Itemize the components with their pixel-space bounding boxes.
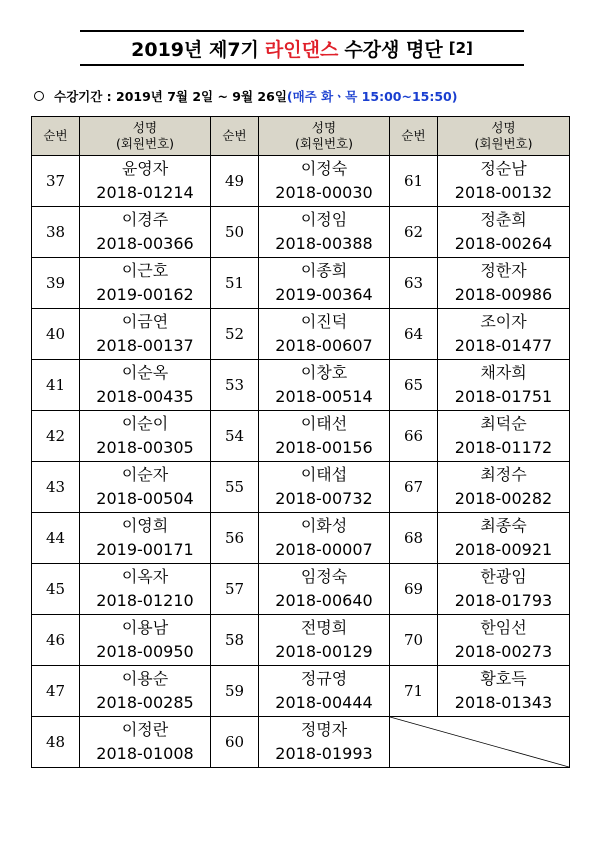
member-name: 한광임 <box>480 567 527 586</box>
member-cell <box>259 411 390 462</box>
member-number: 67 <box>390 462 438 513</box>
member-name: 정순남 <box>480 159 527 178</box>
empty-cell <box>390 717 570 768</box>
member-id: 2018-00285 <box>96 693 194 712</box>
member-id: 2018-00640 <box>275 591 373 610</box>
document-title <box>80 30 524 66</box>
table-row <box>32 156 570 207</box>
member-id: 2018-00366 <box>96 234 194 253</box>
member-id: 2019-00364 <box>275 285 373 304</box>
member-id: 2018-00156 <box>275 438 373 457</box>
header-no: 순번 <box>211 117 259 156</box>
member-name: 이순이 <box>121 414 169 433</box>
member-number: 52 <box>211 309 259 360</box>
member-id: 2018-00305 <box>96 438 194 457</box>
member-number: 65 <box>390 360 438 411</box>
member-id: 2018-00132 <box>454 183 553 202</box>
member-number: 46 <box>32 615 80 666</box>
member-cell <box>259 666 390 717</box>
member-number: 56 <box>211 513 259 564</box>
member-cell <box>438 411 570 462</box>
member-cell <box>80 615 211 666</box>
member-id: 2018-00388 <box>275 234 373 253</box>
member-cell <box>80 309 211 360</box>
member-cell <box>80 156 211 207</box>
member-cell <box>438 513 570 564</box>
member-name: 윤영자 <box>121 159 169 178</box>
member-name: 정명자 <box>300 720 348 739</box>
member-number: 49 <box>211 156 259 207</box>
member-id: 2018-00504 <box>96 489 194 508</box>
member-number: 60 <box>211 717 259 768</box>
header-name-line1: 성명 <box>311 120 337 135</box>
header-no: 순번 <box>32 117 80 156</box>
member-name: 이진덕 <box>300 312 348 331</box>
member-name: 이용순 <box>121 669 169 688</box>
member-cell <box>80 258 211 309</box>
member-id: 2018-00514 <box>275 387 373 406</box>
member-id: 2018-00986 <box>454 285 553 304</box>
member-name: 정규영 <box>300 669 348 688</box>
member-number: 55 <box>211 462 259 513</box>
member-number: 70 <box>390 615 438 666</box>
table-row <box>32 666 570 717</box>
member-name: 이태섭 <box>300 465 348 484</box>
member-name: 이정숙 <box>300 159 348 178</box>
member-name: 채자희 <box>480 363 527 382</box>
header-no: 순번 <box>390 117 438 156</box>
member-name: 한임선 <box>480 618 527 637</box>
member-id: 2018-01214 <box>96 183 194 202</box>
member-number: 44 <box>32 513 80 564</box>
table-row <box>32 309 570 360</box>
course-schedule: (매주 화ㆍ목 15:00~15:50) <box>286 89 458 104</box>
member-number: 43 <box>32 462 80 513</box>
header-name-line1: 성명 <box>491 120 516 135</box>
member-cell <box>259 615 390 666</box>
member-name: 최종숙 <box>480 516 527 535</box>
member-cell <box>259 156 390 207</box>
member-cell <box>438 615 570 666</box>
member-number: 64 <box>390 309 438 360</box>
member-name: 임정숙 <box>300 567 348 586</box>
table-row <box>32 207 570 258</box>
member-id: 2018-00732 <box>275 489 373 508</box>
member-name: 황호득 <box>480 669 527 688</box>
member-cell <box>438 564 570 615</box>
header-name <box>438 117 570 156</box>
member-cell <box>259 462 390 513</box>
member-cell <box>438 258 570 309</box>
title-prefix: 2019년 제7기 <box>131 38 259 61</box>
member-number: 50 <box>211 207 259 258</box>
member-number: 53 <box>211 360 259 411</box>
table-row <box>32 411 570 462</box>
header-name-line2: (회원번호) <box>474 136 533 151</box>
member-name: 이정란 <box>121 720 169 739</box>
member-id: 2018-01793 <box>454 591 553 610</box>
member-cell <box>438 156 570 207</box>
member-number: 59 <box>211 666 259 717</box>
circle-bullet-icon <box>34 91 44 101</box>
member-name: 이용남 <box>121 618 169 637</box>
member-number: 62 <box>390 207 438 258</box>
member-name: 이태선 <box>300 414 348 433</box>
member-id: 2018-00137 <box>96 336 194 355</box>
member-number: 39 <box>32 258 80 309</box>
title-suffix: 수강생 명단 <box>344 38 443 61</box>
member-cell <box>259 717 390 768</box>
member-name: 이경주 <box>121 210 169 229</box>
member-id: 2018-00607 <box>275 336 373 355</box>
member-cell <box>438 462 570 513</box>
member-number: 57 <box>211 564 259 615</box>
empty-cell-diagonal <box>390 717 569 767</box>
member-number: 40 <box>32 309 80 360</box>
member-id: 2018-01477 <box>454 336 553 355</box>
header-name-line2: (회원번호) <box>294 136 354 151</box>
member-name: 이금연 <box>121 312 169 331</box>
member-name: 이창호 <box>300 363 348 382</box>
member-id: 2018-00444 <box>275 693 373 712</box>
title-highlight: 라인댄스 <box>264 38 339 61</box>
table-row <box>32 717 570 768</box>
diagonal-line <box>390 717 569 767</box>
member-number: 63 <box>390 258 438 309</box>
member-id: 2018-00273 <box>454 642 553 661</box>
member-name: 최정수 <box>480 465 527 484</box>
member-cell <box>259 258 390 309</box>
member-cell <box>80 513 211 564</box>
member-cell <box>80 360 211 411</box>
member-id: 2018-01993 <box>275 744 373 763</box>
member-name: 조이자 <box>480 312 527 331</box>
member-cell <box>259 309 390 360</box>
table-row <box>32 258 570 309</box>
member-number: 48 <box>32 717 80 768</box>
member-number: 66 <box>390 411 438 462</box>
member-name: 이종희 <box>300 261 348 280</box>
member-cell <box>259 513 390 564</box>
member-id: 2018-00030 <box>275 183 373 202</box>
member-number: 69 <box>390 564 438 615</box>
member-number: 45 <box>32 564 80 615</box>
member-cell <box>259 360 390 411</box>
header-name <box>259 117 390 156</box>
member-id: 2018-01343 <box>454 693 553 712</box>
header-name-line1: 성명 <box>132 120 158 135</box>
member-name: 전명희 <box>300 618 348 637</box>
member-name: 이순자 <box>121 465 169 484</box>
title-page-number: [2] <box>448 39 473 57</box>
member-number: 42 <box>32 411 80 462</box>
member-number: 47 <box>32 666 80 717</box>
member-number: 71 <box>390 666 438 717</box>
member-name: 이영희 <box>121 516 169 535</box>
member-id: 2018-00950 <box>96 642 194 661</box>
member-name: 이옥자 <box>121 567 169 586</box>
member-cell <box>80 564 211 615</box>
member-id: 2019-00162 <box>96 285 194 304</box>
member-name: 이근호 <box>121 261 169 280</box>
table-row <box>32 513 570 564</box>
member-id: 2018-00282 <box>454 489 553 508</box>
member-number: 37 <box>32 156 80 207</box>
member-number: 38 <box>32 207 80 258</box>
member-cell <box>438 207 570 258</box>
member-number: 54 <box>211 411 259 462</box>
member-cell <box>438 360 570 411</box>
member-roster-table <box>31 116 570 768</box>
member-id: 2018-00435 <box>96 387 194 406</box>
member-cell <box>80 411 211 462</box>
member-name: 최덕순 <box>480 414 527 433</box>
member-number: 58 <box>211 615 259 666</box>
member-number: 61 <box>390 156 438 207</box>
member-cell <box>80 666 211 717</box>
member-id: 2019-00171 <box>96 540 194 559</box>
table-row <box>32 615 570 666</box>
member-cell <box>80 207 211 258</box>
course-period <box>34 86 574 106</box>
member-cell <box>438 666 570 717</box>
member-name: 정춘희 <box>480 210 527 229</box>
member-number: 51 <box>211 258 259 309</box>
member-id: 2018-01751 <box>454 387 553 406</box>
member-id: 2018-00264 <box>454 234 553 253</box>
member-number: 41 <box>32 360 80 411</box>
member-cell <box>80 717 211 768</box>
member-name: 이순옥 <box>121 363 169 382</box>
header-name <box>80 117 211 156</box>
member-id: 2018-00129 <box>275 642 373 661</box>
course-period-label: 수강기간 : 2019년 7월 2일 ~ 9월 26일 <box>54 89 287 104</box>
member-id: 2018-01210 <box>96 591 194 610</box>
member-id: 2018-01008 <box>96 744 194 763</box>
member-cell <box>80 462 211 513</box>
member-name: 이정임 <box>300 210 348 229</box>
header-name-line2: (회원번호) <box>115 136 175 151</box>
table-header-row <box>32 117 570 156</box>
member-id: 2018-00007 <box>275 540 373 559</box>
member-id: 2018-01172 <box>454 438 553 457</box>
member-cell <box>259 207 390 258</box>
table-row <box>32 564 570 615</box>
member-number: 68 <box>390 513 438 564</box>
table-row <box>32 462 570 513</box>
member-name: 이화성 <box>300 516 348 535</box>
member-id: 2018-00921 <box>454 540 553 559</box>
table-row <box>32 360 570 411</box>
member-cell <box>438 309 570 360</box>
member-cell <box>259 564 390 615</box>
member-name: 정한자 <box>480 261 527 280</box>
